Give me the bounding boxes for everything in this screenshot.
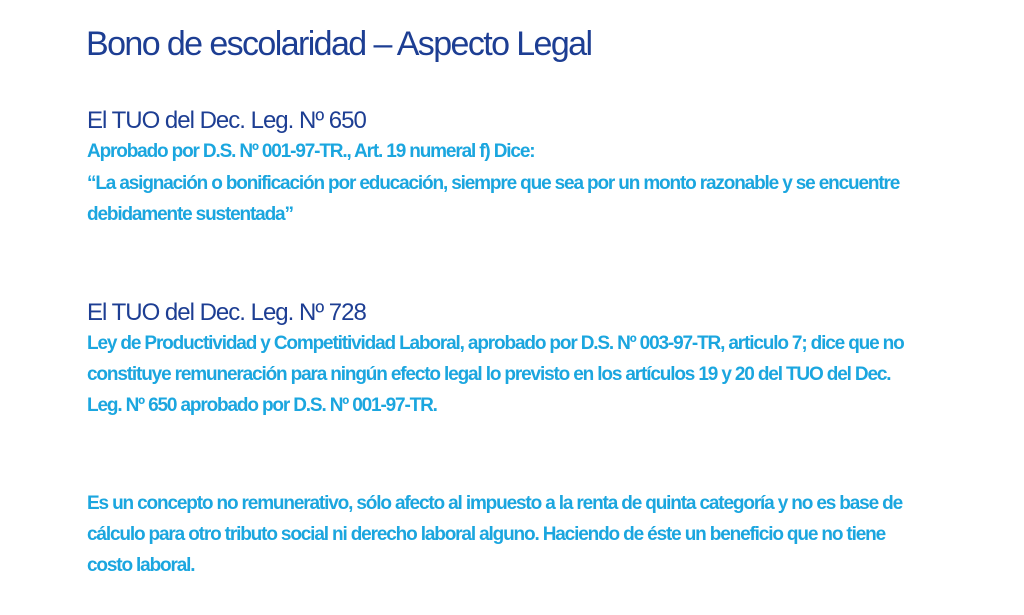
section-text-line: debidamente sustentada” [87, 204, 293, 225]
section-text-line: constituye remuneración para ningún efecto legal lo previsto en los artículos 19 y 20 del TUO del Dec. [87, 364, 891, 385]
paragraph-text-line: Es un concepto no remunerativo, sólo afecto al impuesto a la renta de quinta categoría y no es base de [87, 493, 902, 514]
conclusion-paragraph [87, 488, 1007, 581]
section-dec-leg-650 [87, 106, 1007, 231]
section-dec-leg-728 [87, 298, 1007, 421]
section-text-line: Leg. Nº 650 aprobado por D.S. Nº 001-97-TR. [87, 395, 437, 416]
section-heading: El TUO del Dec. Leg. Nº 728 [87, 299, 366, 326]
section-text-line: Aprobado por D.S. Nº 001-97-TR., Art. 19 numeral f) Dice: [87, 141, 535, 162]
section-heading: El TUO del Dec. Leg. Nº 650 [87, 107, 366, 134]
section-text-line: “La asignación o bonificación por educación, siempre que sea por un monto razonable y se encuentre [87, 172, 900, 194]
section-text-line: Ley de Productividad y Competitividad Laboral, aprobado por D.S. Nº 003-97-TR, articulo 7; dice que no [87, 333, 904, 354]
paragraph-text-line: costo laboral. [87, 555, 195, 576]
slide-title: Bono de escolaridad – Aspecto Legal [86, 25, 592, 63]
paragraph-text-line: cálculo para otro tributo social ni derecho laboral alguno. Haciendo de éste un beneficio que no tiene [87, 524, 886, 545]
